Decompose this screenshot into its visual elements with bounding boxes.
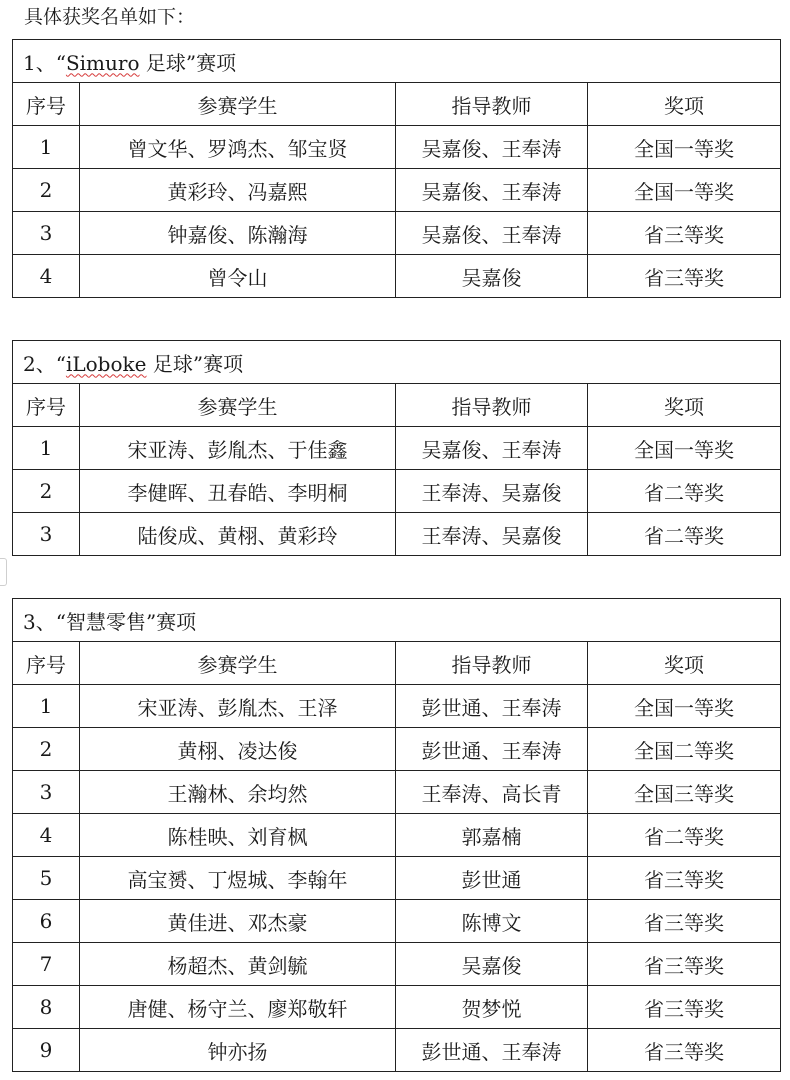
table-row bbox=[13, 728, 781, 771]
cell-teachers: 彭世通、王奉涛 bbox=[396, 728, 588, 771]
cell-students: 陆俊成、黄栩、黄彩玲 bbox=[80, 513, 396, 556]
header-row bbox=[13, 83, 781, 126]
cell-seq: 2 bbox=[13, 470, 80, 513]
cell-students: 陈桂映、刘育枫 bbox=[80, 814, 396, 857]
table-row bbox=[13, 857, 781, 900]
section-title-row bbox=[13, 599, 781, 642]
cell-award: 省三等奖 bbox=[588, 857, 781, 900]
cell-students: 曾文华、罗鸿杰、邹宝贤 bbox=[80, 126, 396, 169]
table-row bbox=[13, 771, 781, 814]
cell-students: 曾令山 bbox=[80, 255, 396, 298]
cell-teachers: 王奉涛、吴嘉俊 bbox=[396, 513, 588, 556]
cell-award: 省二等奖 bbox=[588, 513, 781, 556]
section-title bbox=[13, 341, 781, 384]
table-row bbox=[13, 900, 781, 943]
cell-students: 李健晖、丑春皓、李明桐 bbox=[80, 470, 396, 513]
cell-teachers: 彭世通 bbox=[396, 857, 588, 900]
cell-award: 省二等奖 bbox=[588, 814, 781, 857]
cell-students: 黄彩玲、冯嘉熙 bbox=[80, 169, 396, 212]
section-title-row bbox=[13, 341, 781, 384]
cell-teachers: 陈博文 bbox=[396, 900, 588, 943]
section-title-name: 智慧零售 bbox=[65, 609, 146, 634]
cell-seq: 4 bbox=[13, 255, 80, 298]
cell-award: 省三等奖 bbox=[588, 1029, 781, 1072]
cell-seq: 1 bbox=[13, 685, 80, 728]
cell-teachers: 彭世通、王奉涛 bbox=[396, 685, 588, 728]
cell-students: 黄佳进、邓杰豪 bbox=[80, 900, 396, 943]
cell-students: 唐健、杨守兰、廖郑敬轩 bbox=[80, 986, 396, 1029]
header-teachers: 指导教师 bbox=[396, 83, 588, 126]
cell-award: 省三等奖 bbox=[588, 986, 781, 1029]
cell-teachers: 王奉涛、吴嘉俊 bbox=[396, 470, 588, 513]
cell-seq: 1 bbox=[13, 126, 80, 169]
header-students: 参赛学生 bbox=[80, 384, 396, 427]
section-title-name: iLoboke bbox=[65, 351, 147, 376]
table-row bbox=[13, 427, 781, 470]
cell-seq: 2 bbox=[13, 169, 80, 212]
header-students: 参赛学生 bbox=[80, 642, 396, 685]
cell-seq: 3 bbox=[13, 513, 80, 556]
cell-seq: 7 bbox=[13, 943, 80, 986]
cell-students: 钟亦扬 bbox=[80, 1029, 396, 1072]
header-seq: 序号 bbox=[13, 642, 80, 685]
cell-teachers: 吴嘉俊、王奉涛 bbox=[396, 427, 588, 470]
cell-seq: 3 bbox=[13, 212, 80, 255]
cell-award: 省三等奖 bbox=[588, 255, 781, 298]
section-title-prefix: 3、“ bbox=[23, 609, 66, 634]
section-title-prefix: 1、“ bbox=[23, 50, 66, 75]
header-award: 奖项 bbox=[588, 384, 781, 427]
cell-award: 省三等奖 bbox=[588, 943, 781, 986]
header-row bbox=[13, 384, 781, 427]
award-table-smart-retail bbox=[12, 598, 781, 1072]
cell-students: 宋亚涛、彭胤杰、于佳鑫 bbox=[80, 427, 396, 470]
cell-award: 全国一等奖 bbox=[588, 685, 781, 728]
table-row bbox=[13, 126, 781, 169]
cell-award: 全国一等奖 bbox=[588, 169, 781, 212]
section-title-suffix: 足球”赛项 bbox=[146, 351, 244, 376]
cell-teachers: 彭世通、王奉涛 bbox=[396, 1029, 588, 1072]
header-award: 奖项 bbox=[588, 642, 781, 685]
header-row bbox=[13, 642, 781, 685]
cell-teachers: 吴嘉俊、王奉涛 bbox=[396, 212, 588, 255]
table-row bbox=[13, 255, 781, 298]
cell-teachers: 吴嘉俊、王奉涛 bbox=[396, 169, 588, 212]
table-row bbox=[13, 169, 781, 212]
cell-students: 王瀚林、余均然 bbox=[80, 771, 396, 814]
table-row bbox=[13, 513, 781, 556]
header-seq: 序号 bbox=[13, 83, 80, 126]
table-row bbox=[13, 470, 781, 513]
cell-award: 省三等奖 bbox=[588, 900, 781, 943]
cell-seq: 8 bbox=[13, 986, 80, 1029]
cell-teachers: 吴嘉俊 bbox=[396, 943, 588, 986]
table-row bbox=[13, 212, 781, 255]
cell-students: 杨超杰、黄剑毓 bbox=[80, 943, 396, 986]
cell-students: 宋亚涛、彭胤杰、王泽 bbox=[80, 685, 396, 728]
section-title bbox=[13, 40, 781, 83]
section-title-prefix: 2、“ bbox=[23, 351, 66, 376]
section-title bbox=[13, 599, 781, 642]
cell-teachers: 吴嘉俊 bbox=[396, 255, 588, 298]
cell-students: 钟嘉俊、陈瀚海 bbox=[80, 212, 396, 255]
page-margin-marker bbox=[0, 558, 7, 586]
table-row bbox=[13, 814, 781, 857]
header-seq: 序号 bbox=[13, 384, 80, 427]
cell-teachers: 吴嘉俊、王奉涛 bbox=[396, 126, 588, 169]
cell-seq: 3 bbox=[13, 771, 80, 814]
cell-students: 高宝赟、丁煜城、李翰年 bbox=[80, 857, 396, 900]
cell-seq: 9 bbox=[13, 1029, 80, 1072]
cell-award: 省二等奖 bbox=[588, 470, 781, 513]
cell-teachers: 王奉涛、高长青 bbox=[396, 771, 588, 814]
cell-award: 全国一等奖 bbox=[588, 427, 781, 470]
cell-award: 全国三等奖 bbox=[588, 771, 781, 814]
cell-teachers: 郭嘉楠 bbox=[396, 814, 588, 857]
table-row bbox=[13, 1029, 781, 1072]
table-row bbox=[13, 685, 781, 728]
section-title-suffix: ”赛项 bbox=[145, 609, 197, 634]
header-teachers: 指导教师 bbox=[396, 642, 588, 685]
section-title-name: Simuro bbox=[65, 50, 140, 75]
award-table-simuro bbox=[12, 39, 781, 298]
section-title-suffix: 足球”赛项 bbox=[139, 50, 237, 75]
table-row bbox=[13, 986, 781, 1029]
section-title-row bbox=[13, 40, 781, 83]
intro-text: 具体获奖名单如下： bbox=[24, 6, 196, 28]
award-table-iloboke bbox=[12, 340, 781, 556]
cell-award: 省三等奖 bbox=[588, 212, 781, 255]
header-students: 参赛学生 bbox=[80, 83, 396, 126]
header-award: 奖项 bbox=[588, 83, 781, 126]
cell-seq: 5 bbox=[13, 857, 80, 900]
cell-seq: 1 bbox=[13, 427, 80, 470]
table-row bbox=[13, 943, 781, 986]
cell-seq: 6 bbox=[13, 900, 80, 943]
cell-award: 全国二等奖 bbox=[588, 728, 781, 771]
cell-seq: 2 bbox=[13, 728, 80, 771]
cell-students: 黄栩、凌达俊 bbox=[80, 728, 396, 771]
cell-seq: 4 bbox=[13, 814, 80, 857]
cell-award: 全国一等奖 bbox=[588, 126, 781, 169]
header-teachers: 指导教师 bbox=[396, 384, 588, 427]
cell-teachers: 贺梦悦 bbox=[396, 986, 588, 1029]
